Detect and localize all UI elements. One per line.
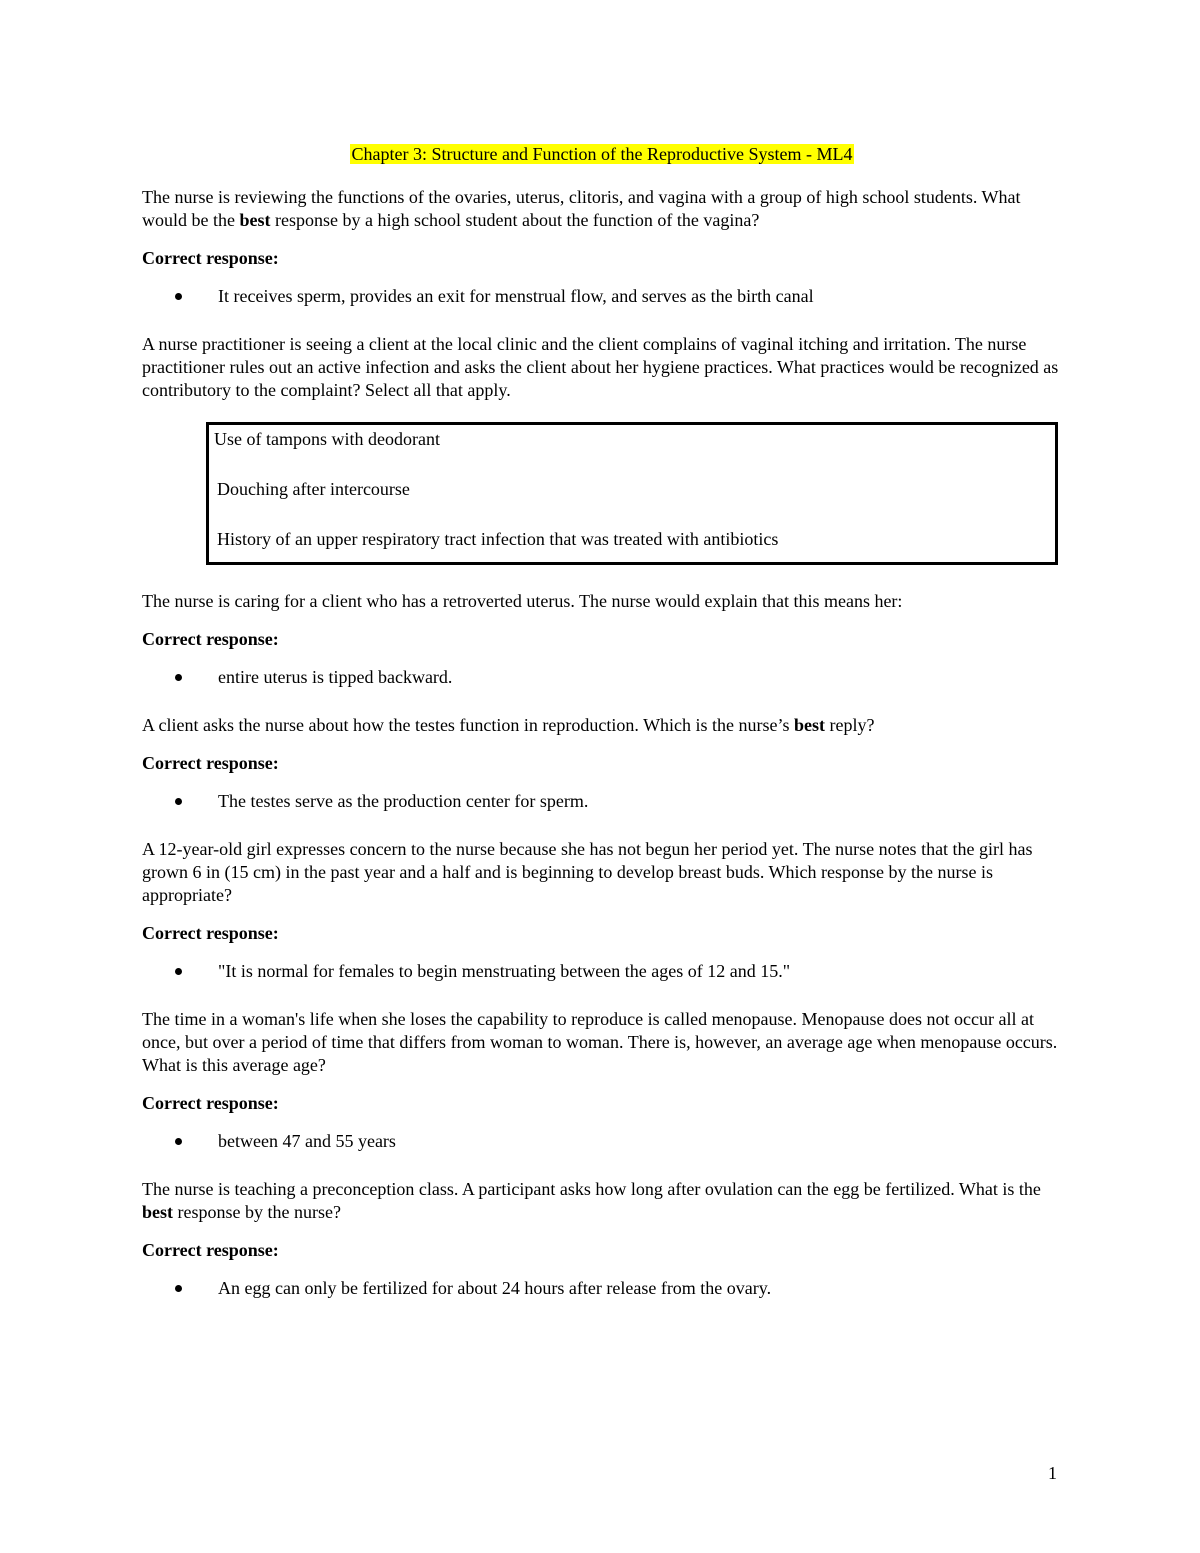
correct-response-label: Correct response: (142, 1240, 279, 1260)
emphasis-best: best (794, 715, 826, 735)
bullet-icon (175, 1138, 182, 1145)
bullet-icon (175, 798, 182, 805)
question-5: A 12-year-old girl expresses concern to the nurse because she has not begun her period yet. The nurse notes that the girl has grown 6 in (15 cm) in the past year and a half and is beginning to develop breast buds. Which response by the nurse is appropriate? (142, 839, 1033, 905)
correct-response-label: Correct response: (142, 1093, 279, 1113)
question-1: The nurse is reviewing the functions of the ovaries, uterus, clitoris, and vagina with a group of high school students. What would be the best response by a high school student about the function of the vagina? (142, 187, 1021, 230)
answer-item: "It is normal for females to begin menstruating between the ages of 12 and 15." (142, 960, 1062, 983)
correct-response-label: Correct response: (142, 923, 279, 943)
bullet-icon (175, 293, 182, 300)
bullet-icon (175, 968, 182, 975)
option-3: History of an upper respiratory tract infection that was treated with antibiotics (217, 529, 779, 549)
answer-item: The testes serve as the production center for sperm. (142, 790, 1062, 813)
correct-response-label: Correct response: (142, 629, 279, 649)
question-7: The nurse is teaching a preconception class. A participant asks how long after ovulation can the egg be fertilized. What is the best response by the nurse? (142, 1179, 1041, 1222)
question-2: A nurse practitioner is seeing a client at the local clinic and the client complains of vaginal itching and irritation. The nurse practitioner rules out an active infection and asks the client about her hygiene practices. What practices would be recognized as contributory to the complaint? Select all that apply. (142, 334, 1059, 400)
bullet-icon (175, 1285, 182, 1292)
answer-list-1 (142, 285, 1062, 308)
answer-list-3 (142, 666, 1062, 689)
answer-list-6 (142, 1130, 1062, 1153)
option-1: Use of tampons with deodorant (214, 429, 440, 449)
question-3: The nurse is caring for a client who has a retroverted uterus. The nurse would explain that this means her: (142, 591, 903, 611)
correct-response-label: Correct response: (142, 248, 279, 268)
answer-list-5 (142, 960, 1062, 983)
question-4: A client asks the nurse about how the testes function in reproduction. Which is the nurse’s best reply? (142, 715, 875, 735)
page-title: Chapter 3: Structure and Function of the Reproductive System - ML4 (351, 144, 853, 164)
options-box (206, 422, 1058, 565)
title-row (142, 143, 1062, 166)
bullet-icon (175, 674, 182, 681)
question-6: The time in a woman's life when she loses the capability to reproduce is called menopause. Menopause does not occur all at once, but over a period of time that differs from woman to woman. There is, however, an average age when menopause occurs. What is this average age? (142, 1009, 1058, 1075)
page-number: 1 (1048, 1463, 1057, 1483)
correct-response-label: Correct response: (142, 753, 279, 773)
emphasis-best: best (239, 210, 271, 230)
answer-list-4 (142, 790, 1062, 813)
answer-item: It receives sperm, provides an exit for menstrual flow, and serves as the birth canal (142, 285, 1062, 308)
answer-item: An egg can only be fertilized for about 24 hours after release from the ovary. (142, 1277, 1062, 1300)
option-2: Douching after intercourse (217, 479, 410, 499)
answer-item: entire uterus is tipped backward. (142, 666, 1062, 689)
answer-item: between 47 and 55 years (142, 1130, 1062, 1153)
page-content (142, 143, 1062, 1325)
answer-list-7 (142, 1277, 1062, 1300)
emphasis-best: best (142, 1202, 173, 1222)
